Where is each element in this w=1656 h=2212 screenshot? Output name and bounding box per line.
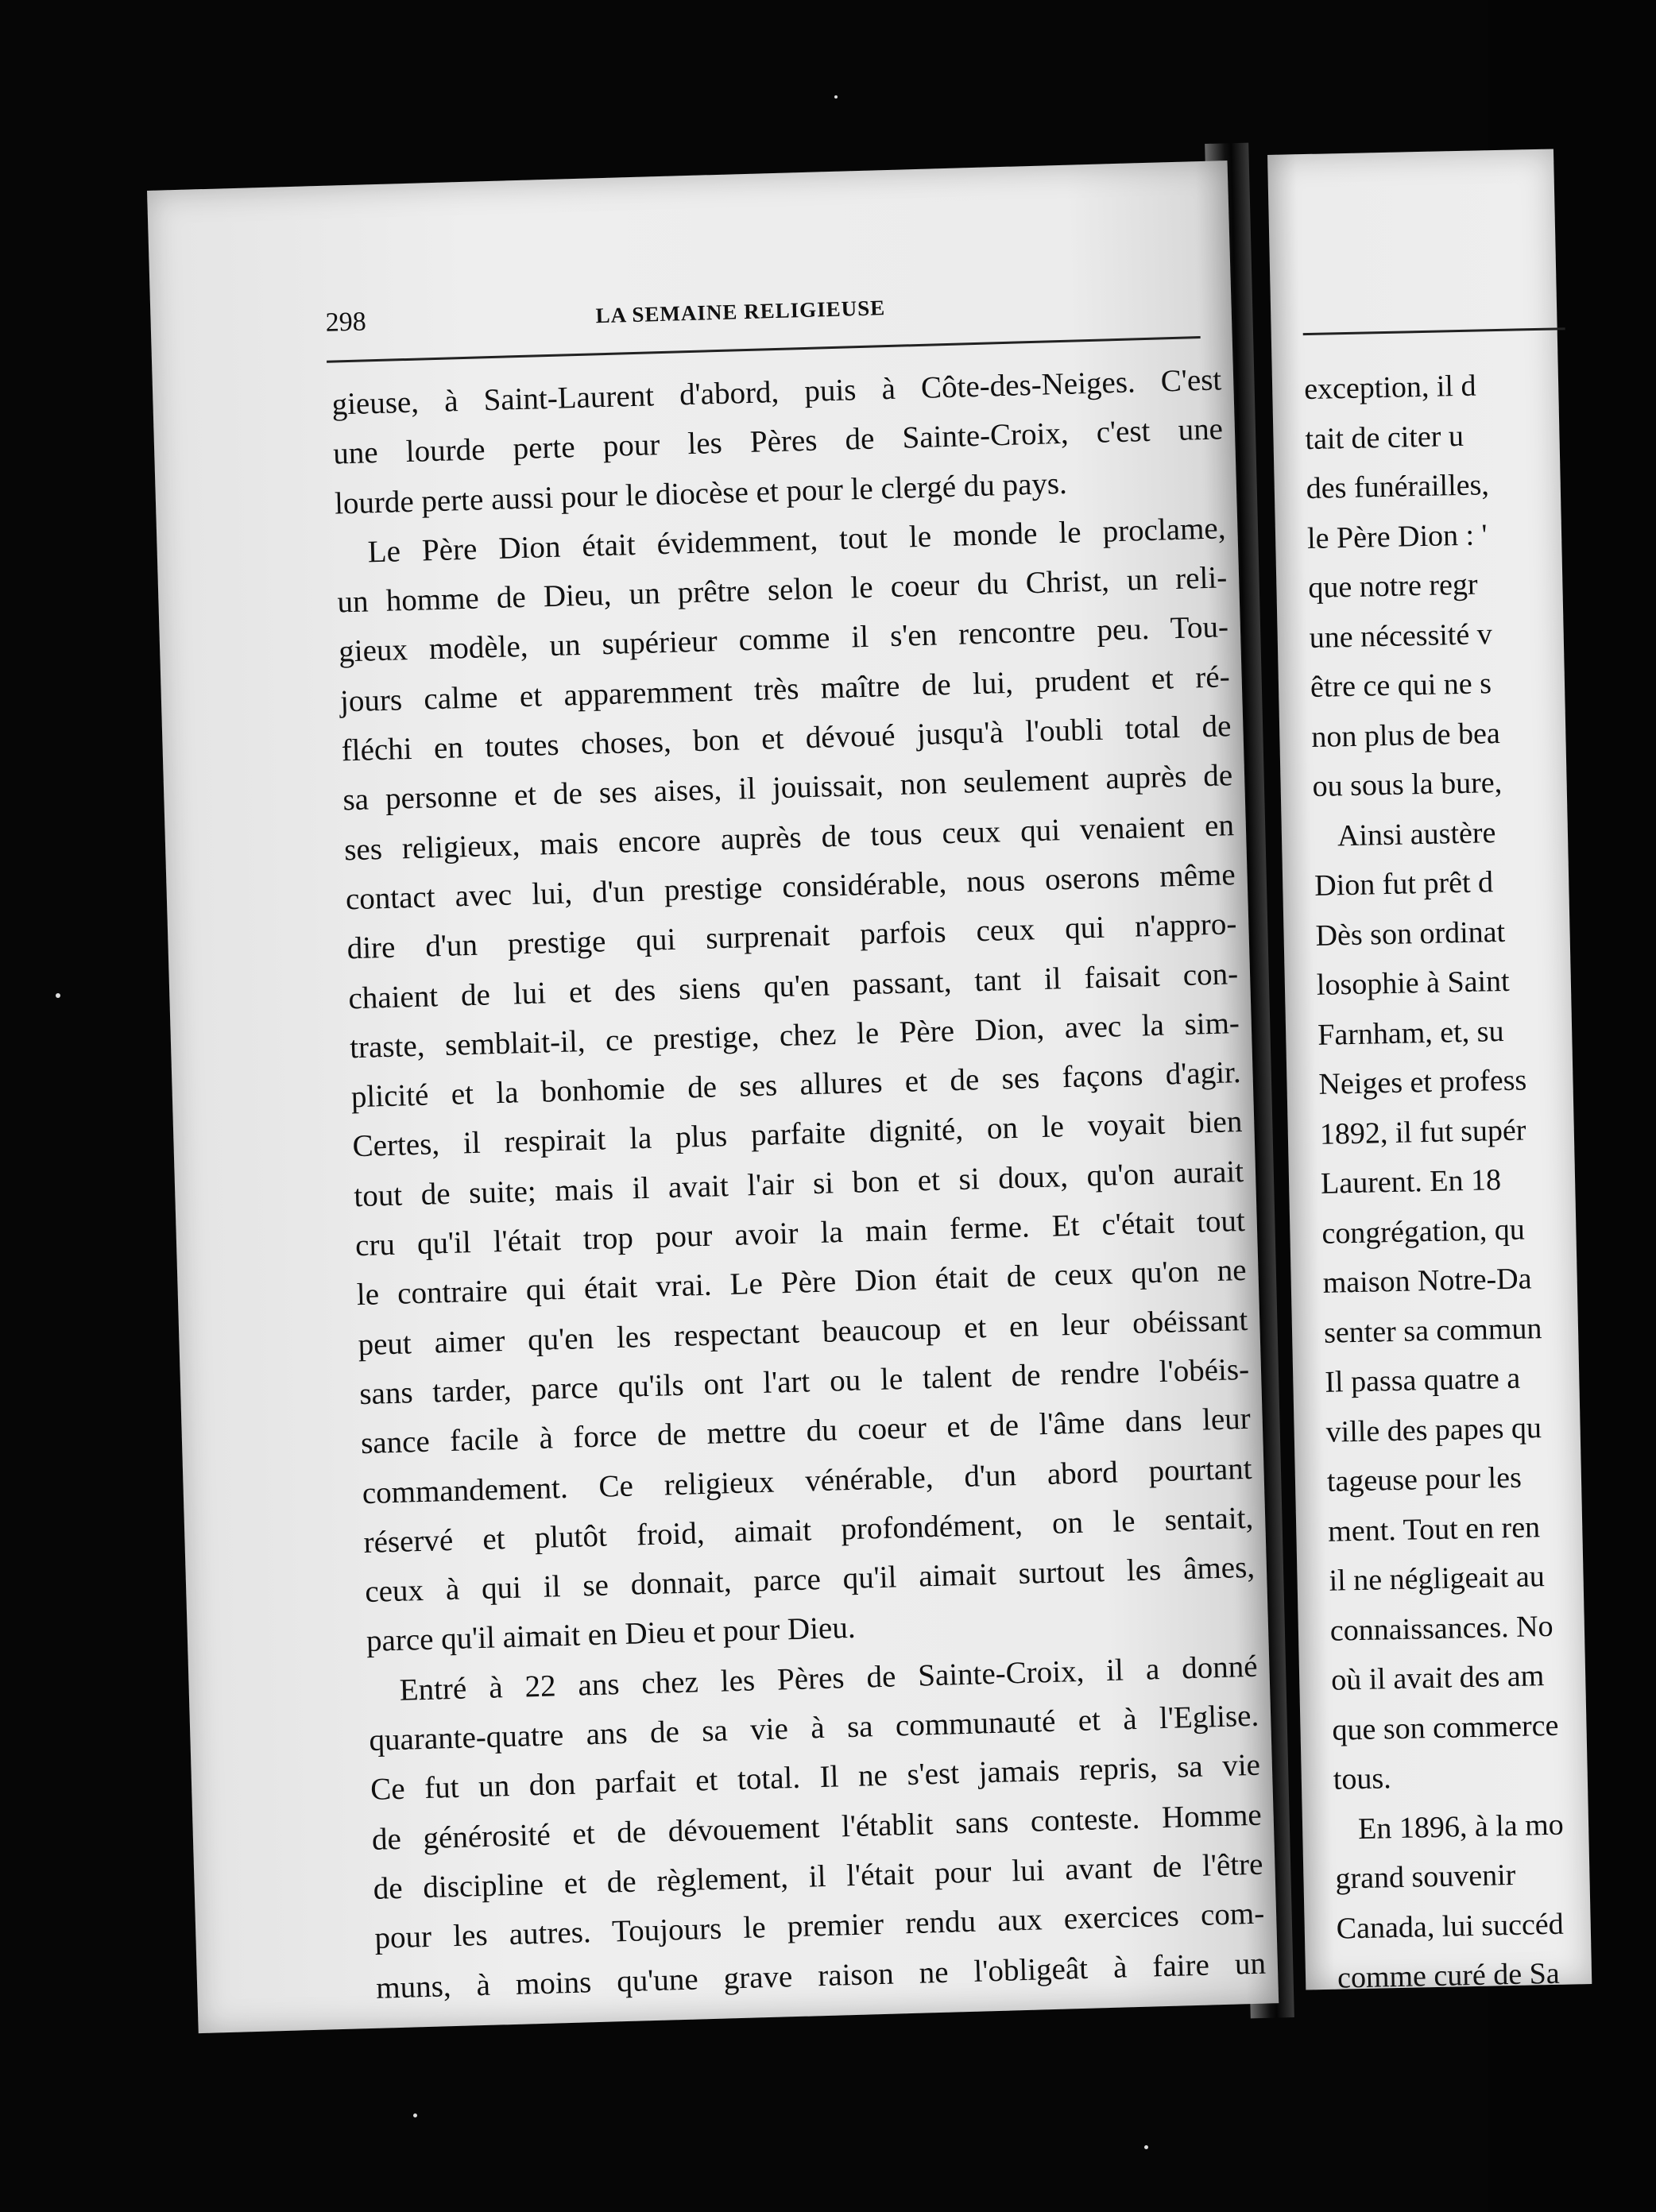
text-line: lourde perte aussi pour le diocèse et pour le clergé du pays. bbox=[334, 466, 1068, 521]
text-line: ses religieux, mais encore auprès de tous ceux qui venaient en bbox=[343, 807, 1235, 868]
text-line: réservé et plutôt froid, aimait profondément, on le sentait, bbox=[363, 1500, 1254, 1560]
text-line: Neiges et profess bbox=[1318, 1063, 1527, 1101]
text-line: contact avec lui, d'un prestige considérable, nous oserons même bbox=[345, 857, 1236, 917]
page-number: 298 bbox=[325, 307, 367, 338]
text-line: Le Père Dion était évidemment, tout le monde le proclame, bbox=[367, 511, 1226, 570]
text-line: gieux modèle, un supérieur comme il s'en rencontre peu. Tou- bbox=[338, 609, 1229, 669]
text-line: Dès son ordinat bbox=[1315, 915, 1506, 953]
text-line: de générosité et de dévouement l'établit sans conteste. Homme bbox=[371, 1797, 1263, 1857]
text-line: En 1896, à la mo bbox=[1357, 1808, 1565, 1846]
text-line: Dion fut prêt d bbox=[1314, 865, 1494, 903]
text-line: Farnham, et, su bbox=[1317, 1014, 1504, 1052]
text-line: que son commerce bbox=[1332, 1708, 1559, 1747]
text-line: parce qu'il aimait en Dieu et pour Dieu. bbox=[366, 1611, 857, 1659]
text-line: sans tarder, parce qu'ils ont l'art ou le talent de rendre l'obéis- bbox=[358, 1352, 1250, 1412]
text-line: tous. bbox=[1333, 1761, 1392, 1796]
text-line: commandement. Ce religieux vénérable, d'un abord pourtant bbox=[362, 1451, 1253, 1510]
text-line: traste, semblait-il, ce prestige, chez le Père Dion, avec la sim- bbox=[349, 1005, 1240, 1065]
body-text bbox=[331, 355, 1267, 2013]
text-line: comme curé de Sa bbox=[1337, 1956, 1561, 1995]
text-line: tageuse pour les bbox=[1326, 1460, 1523, 1499]
text-line: muns, à moins qu'une grave raison ne l'obligeât à faire un bbox=[375, 1946, 1267, 2005]
text-line: Il passa quatre a bbox=[1324, 1361, 1521, 1399]
text-line: senter sa commun bbox=[1323, 1311, 1542, 1350]
text-line: être ce qui ne s bbox=[1310, 667, 1492, 705]
text-line: exception, il d bbox=[1303, 369, 1476, 407]
header-rule bbox=[1303, 327, 1565, 335]
text-line: peut aimer qu'en les respectant beaucoup et en leur obéissant bbox=[358, 1302, 1248, 1362]
text-line: congrégation, qu bbox=[1321, 1212, 1526, 1251]
text-line: ou sous la bure, bbox=[1312, 765, 1503, 803]
text-line: grand souvenir bbox=[1335, 1858, 1516, 1896]
text-line: Canada, lui succéd bbox=[1336, 1907, 1565, 1946]
text-line: plicité et la bonhomie de ses allures et de ses façons d'agir. bbox=[350, 1055, 1242, 1115]
text-line: Entré à 22 ans chez les Pères de Sainte-Croix, il a donné bbox=[399, 1649, 1258, 1707]
film-speck bbox=[56, 993, 60, 998]
text-line: une nécessité v bbox=[1309, 617, 1493, 655]
film-speck bbox=[413, 2113, 417, 2117]
film-speck bbox=[834, 95, 838, 99]
page-header bbox=[325, 280, 1200, 345]
text-line: de discipline et de règlement, il l'était pour lui avant de l'être bbox=[373, 1847, 1263, 1906]
text-line: le Père Dion : ' bbox=[1306, 517, 1488, 555]
text-line: non plus de bea bbox=[1310, 716, 1501, 754]
text-line: tout de suite; mais il avait l'air si bon et si doux, qu'on aurait bbox=[353, 1154, 1244, 1213]
text-line: maison Notre-Da bbox=[1322, 1262, 1532, 1300]
text-line: Laurent. En 18 bbox=[1320, 1163, 1502, 1201]
text-line: quarante-quatre ans de sa vie à sa communauté et à l'Eglise. bbox=[368, 1698, 1259, 1758]
text-line: 1892, il fut supér bbox=[1319, 1112, 1526, 1151]
text-line: sa personne et de ses aises, il jouissait, non seulement auprès de bbox=[342, 758, 1233, 818]
running-title: LA SEMAINE RELIGIEUSE bbox=[595, 296, 886, 328]
text-line: une lourde perte pour les Pères de Sainte-Croix, c'est une bbox=[332, 412, 1224, 471]
text-line: losophie à Saint bbox=[1316, 964, 1511, 1002]
text-line: il ne négligeait au bbox=[1329, 1560, 1546, 1598]
text-line: fléchi en toutes choses, bon et dévoué jusqu'à l'oubli total de bbox=[341, 709, 1232, 768]
text-line: Certes, il respirait la plus parfaite dignité, on le voyait bien bbox=[352, 1104, 1243, 1164]
text-line: ment. Tout en ren bbox=[1327, 1510, 1541, 1549]
text-line: un homme de Dieu, un prêtre selon le coeur du Christ, un reli- bbox=[336, 560, 1228, 620]
text-line: pour les autres. Toujours le premier rendu aux exercices com- bbox=[373, 1896, 1265, 1956]
text-line: jours calme et apparemment très maître de lui, prudent et ré- bbox=[339, 659, 1231, 719]
text-line: chaient de lui et des siens qu'en passant, tant il faisait con- bbox=[347, 956, 1239, 1015]
text-line: Ce fut un don parfait et total. Il ne s'est jamais repris, sa vie bbox=[370, 1747, 1261, 1808]
left-page bbox=[147, 160, 1279, 2033]
text-line: que notre regr bbox=[1307, 567, 1478, 605]
film-speck bbox=[1144, 2145, 1148, 2149]
text-line: connaissances. No bbox=[1329, 1609, 1553, 1648]
text-line: le contraire qui était vrai. Le Père Dion était de ceux qu'on ne bbox=[356, 1253, 1248, 1313]
text-line: gieuse, à Saint-Laurent d'abord, puis à Côte-des-Neiges. C'est bbox=[331, 362, 1222, 422]
text-line: dire d'un prestige qui surprenait parfois ceux qui n'appro- bbox=[346, 907, 1237, 966]
text-line: où il avait des am bbox=[1330, 1659, 1545, 1697]
body-text bbox=[1304, 358, 1656, 2003]
right-page bbox=[1267, 149, 1592, 1995]
text-line: tait de citer u bbox=[1305, 419, 1464, 456]
text-line: sance facile à force de mettre du coeur et de l'âme dans leur bbox=[360, 1402, 1252, 1461]
text-line: ville des papes qu bbox=[1325, 1410, 1542, 1449]
text-line: des funérailles, bbox=[1306, 468, 1490, 506]
text-line: Ainsi austère bbox=[1337, 815, 1496, 853]
text-line: cru qu'il l'était trop pour avoir la main ferme. Et c'était tout bbox=[354, 1203, 1246, 1263]
text-line: ceux à qui il se donnait, parce qu'il aimait surtout les âmes, bbox=[364, 1549, 1256, 1610]
